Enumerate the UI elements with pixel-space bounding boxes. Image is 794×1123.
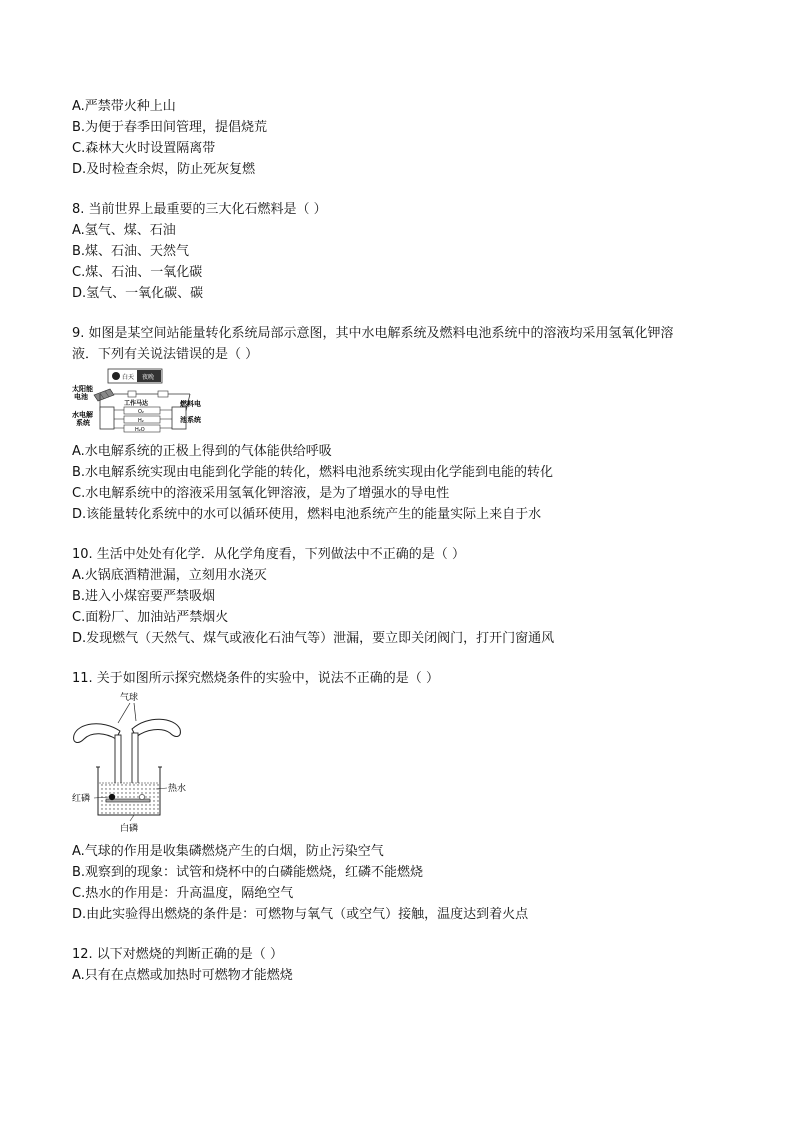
day-label: 白天: [122, 374, 135, 381]
exam-page: [72, 96, 732, 986]
energy-system-diagram: [72, 367, 212, 433]
question-10: [72, 544, 732, 649]
left-balloon-icon: [74, 724, 120, 743]
question-9: [72, 323, 732, 525]
q8-option-d: D.氢气、一氧化碳、碳: [72, 286, 204, 301]
fuelcell-label-1: 燃料电: [180, 400, 201, 408]
question-8: [72, 199, 732, 304]
question-11: [72, 668, 732, 925]
q11-option-a: A.气球的作用是收集磷燃烧产生的白烟，防止污染空气: [72, 844, 384, 859]
night-label: 夜晚: [142, 374, 155, 381]
q7-option-d: D.及时检查余烬，防止死灰复燃: [72, 162, 256, 177]
q8-option-b: B.煤、石油、天然气: [72, 244, 190, 259]
o2-label: O₂: [138, 409, 144, 415]
q9-option-a: A.水电解系统的正极上得到的气体能供给呼吸: [72, 444, 332, 459]
hot-water-label: 热水: [168, 784, 187, 794]
q9-option-b: B.水电解系统实现由电能到化学能的转化，燃料电池系统实现由化学能到电能的转化: [72, 465, 554, 480]
q7-option-b: B.为便于春季田间管理，提倡烧荒: [72, 120, 268, 135]
q10-option-c: C.面粉厂、加油站严禁烟火: [72, 610, 229, 625]
red-phosphorus: [109, 794, 115, 800]
q8-option-c: C.煤、石油、一氧化碳: [72, 265, 203, 280]
solar-label-2: 电池: [74, 393, 88, 401]
q9-option-c: C.水电解系统中的溶液采用氢氧化钾溶液，是为了增强水的导电性: [72, 486, 450, 501]
q8-option-a: A.氢气、煤、石油: [72, 223, 176, 238]
q12-stem: 12. 以下对燃烧的判断正确的是（ ）: [72, 947, 283, 962]
q7-option-a: A.严禁带火种上山: [72, 99, 176, 114]
solar-panel-icon: [94, 389, 114, 401]
balloon-label: 气球: [120, 693, 139, 703]
q9-stem-line-1: 9. 如图是某空间站能量转化系统局部示意图，其中水电解系统及燃料电池系统中的溶液均采用氢氧化钾溶: [72, 326, 674, 341]
white-phosphorus-label: 白磷: [120, 824, 139, 833]
q9-option-d: D.该能量转化系统中的水可以循环使用，燃料电池系统产生的能量实际上来自于水: [72, 507, 542, 522]
q9-stem-line-2: 液．下列有关说法错误的是（ ）: [72, 347, 259, 362]
q10-option-b: B.进入小煤窑要严禁吸烟: [72, 589, 216, 604]
q7-option-c: C.森林大火时设置隔离带: [72, 141, 216, 156]
electrolysis-label-1: 水电解: [72, 411, 93, 419]
q11-combustion-diagram: [72, 691, 732, 837]
motor-label: 工作马达: [124, 400, 149, 407]
q10-option-d: D.发现燃气（天然气、煤气或液化石油气等）泄漏，要立即关闭阀门，打开门窗通风: [72, 631, 555, 646]
q9-energy-diagram: [72, 367, 732, 437]
red-phosphorus-label: 红磷: [72, 794, 91, 804]
q8-stem: 8. 当前世界上最重要的三大化石燃料是（ ）: [72, 202, 327, 217]
question-7: [72, 96, 732, 180]
q10-option-a: A.火锅底酒精泄漏，立刻用水浇灭: [72, 568, 267, 583]
q11-option-b: B.观察到的现象：试管和烧杯中的白磷能燃烧，红磷不能燃烧: [72, 865, 424, 880]
combustion-experiment-diagram: [72, 691, 212, 833]
q11-option-d: D.由此实验得出燃烧的条件是：可燃物与氧气（或空气）接触，温度达到着火点: [72, 907, 529, 922]
h2-label: H₂: [138, 418, 144, 424]
fuelcell-label-2: 池系统: [180, 416, 201, 424]
solar-label-1: 太阳能: [72, 385, 93, 393]
q11-stem: 11. 关于如图所示探究燃烧条件的实验中，说法不正确的是（ ）: [72, 671, 439, 686]
question-12: [72, 944, 732, 986]
motor-icon: [158, 391, 168, 397]
white-phosphorus: [139, 794, 144, 799]
hot-water: [99, 783, 159, 814]
electrolysis-label-2: 系统: [76, 419, 90, 427]
q10-stem: 10. 生活中处处有化学．从化学角度看，下列做法中不正确的是（ ）: [72, 547, 465, 562]
h2o-label: H₂O: [135, 427, 145, 433]
q12-option-a: A.只有在点燃或加热时可燃物才能燃烧: [72, 968, 293, 983]
sun-icon: [112, 372, 120, 380]
right-balloon-icon: [132, 719, 180, 737]
q11-option-c: C.热水的作用是：升高温度，隔绝空气: [72, 886, 294, 901]
